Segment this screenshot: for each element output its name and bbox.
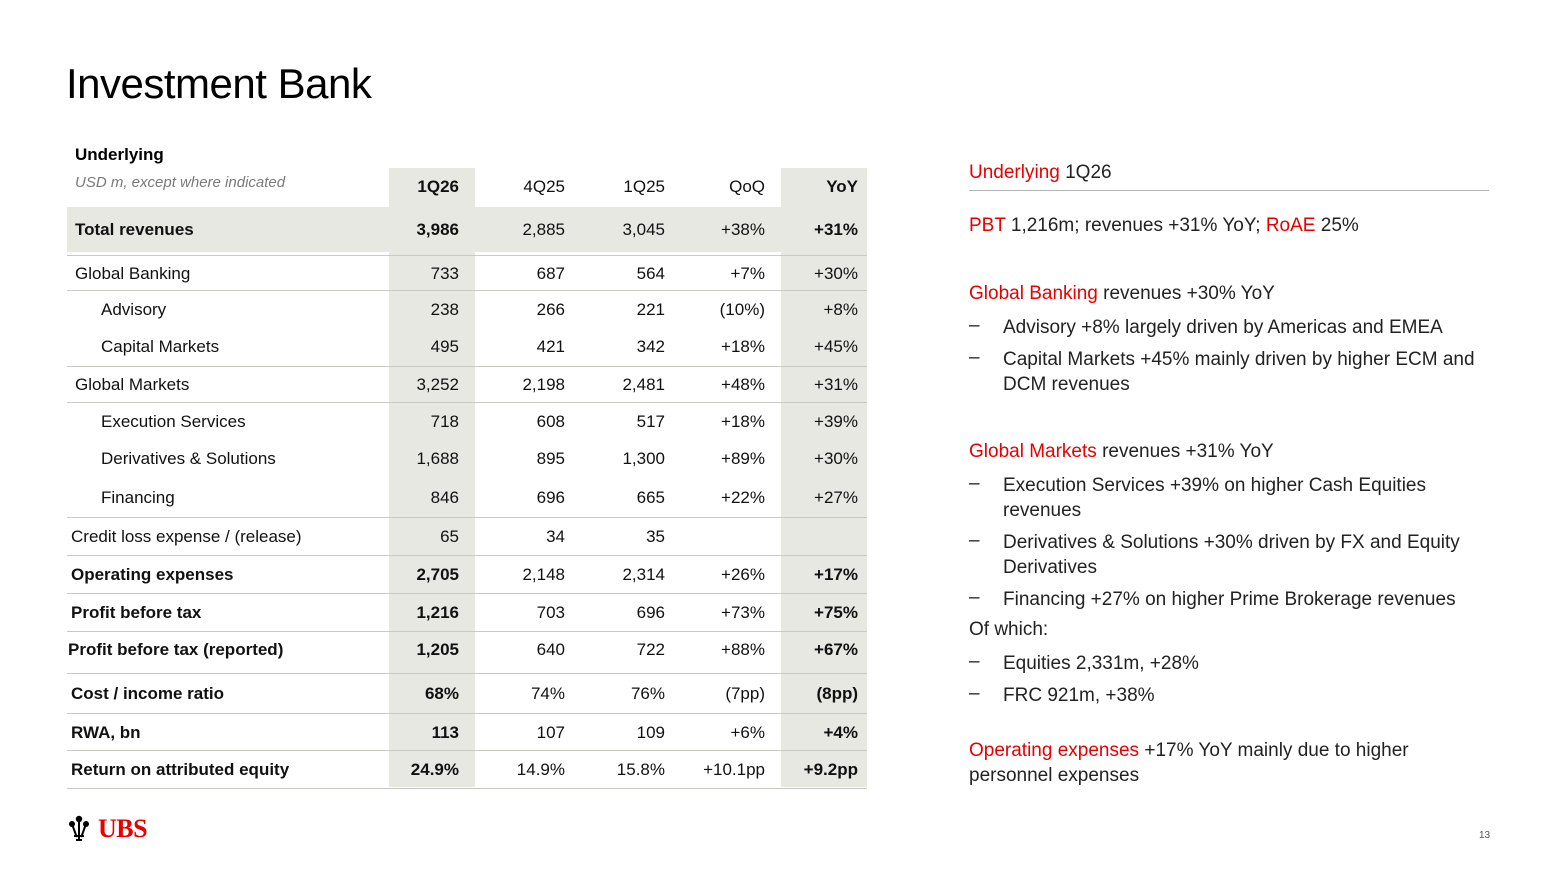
global-markets-label: Global Markets [969, 441, 1097, 462]
table-cell: +10.1pp [703, 759, 765, 779]
pbt-summary [969, 215, 1359, 237]
operating-expenses-label: Operating expenses [969, 740, 1140, 761]
table-cell: +27% [814, 488, 858, 507]
bullet-text: FRC 921m, +38% [1003, 685, 1155, 706]
bullet-text: Capital Markets +45% mainly driven by higher ECM and DCM revenues [1003, 349, 1475, 395]
table-cell: 696 [536, 488, 565, 507]
row-label: Profit before tax (reported) [68, 640, 284, 659]
table-cell: 2,314 [622, 565, 665, 584]
bullet-text: Derivatives & Solutions +30% driven by FX and Equity Derivatives [1003, 532, 1460, 578]
table-cell: +18% [721, 411, 765, 431]
table-cell: 3,045 [622, 219, 665, 239]
column-header: 1Q25 [623, 177, 665, 196]
column-header: 4Q25 [523, 177, 565, 196]
column-header: QoQ [729, 177, 765, 196]
table-cell: 266 [536, 300, 565, 319]
table-row [67, 593, 867, 632]
table-cell: 895 [536, 449, 565, 468]
table-row [67, 439, 867, 479]
dash-bullet: – [969, 587, 980, 608]
table-cell: 15.8% [616, 759, 665, 779]
table-row [67, 290, 867, 329]
dash-bullet: – [969, 347, 980, 368]
global-markets-summary [969, 441, 1274, 463]
table-row [67, 631, 867, 668]
bullet-text: Financing +27% on higher Prime Brokerage revenues [1003, 589, 1456, 610]
table-cell: 733 [430, 263, 459, 283]
row-label: Advisory [101, 300, 167, 319]
table-row [67, 750, 867, 789]
table-cell: 665 [636, 488, 665, 507]
table-cell: +6% [730, 722, 765, 742]
table-cell: 2,148 [522, 565, 565, 584]
table-cell [781, 518, 858, 556]
table-cell: +38% [721, 219, 765, 239]
row-label: Return on attributed equity [71, 759, 290, 779]
table-cell: 718 [430, 411, 459, 431]
row-label: Global Banking [75, 263, 191, 283]
table-cell: (8pp) [816, 684, 858, 703]
table-cell: +4% [823, 722, 858, 742]
bullet-text: Advisory +8% largely driven by Americas and EMEA [1003, 317, 1443, 338]
table-cell: +8% [823, 300, 858, 319]
table-cell: +26% [721, 565, 765, 584]
table-cell: +31% [814, 219, 858, 239]
table-cell: +45% [814, 337, 858, 356]
table-cell: 696 [636, 603, 665, 622]
table-row [67, 673, 867, 714]
table-cell: 3,986 [416, 219, 459, 239]
table-cell: +73% [721, 603, 765, 622]
table-cell: 14.9% [516, 759, 565, 779]
row-label: Profit before tax [71, 603, 202, 622]
table-cell: 2,705 [416, 565, 459, 584]
table-cell: 1,688 [416, 449, 459, 468]
row-label: Credit loss expense / (release) [71, 527, 302, 546]
global-banking-label: Global Banking [969, 283, 1098, 304]
table-cell: (7pp) [725, 684, 765, 703]
row-label: Operating expenses [71, 565, 234, 584]
table-cell: 640 [536, 640, 565, 659]
table-header-units: USD m, except where indicated [75, 174, 286, 191]
table-cell: +30% [814, 263, 858, 283]
dash-bullet: – [969, 530, 980, 551]
table-cell: 1,300 [622, 449, 665, 468]
roae-label: RoAE [1265, 215, 1316, 236]
roae-value: 25% [1320, 215, 1359, 236]
table-cell: 113 [431, 722, 459, 742]
table-cell: +17% [814, 565, 858, 584]
table-cell: 2,198 [522, 375, 565, 394]
table-cell: 74% [530, 684, 565, 703]
table-cell: +75% [814, 603, 858, 622]
pbt-label: PBT [969, 215, 1006, 236]
table-cell: 24.9% [410, 759, 459, 779]
bullet-text: Equities 2,331m, +28% [1003, 653, 1199, 674]
table-cell: 107 [536, 722, 565, 742]
table-cell: +9.2pp [803, 759, 858, 779]
panel-divider [969, 190, 1489, 191]
table-row [67, 402, 867, 440]
dash-bullet: – [969, 473, 980, 494]
row-label: Derivatives & Solutions [101, 449, 276, 468]
table-cell: 35 [646, 527, 665, 546]
table-cell: 687 [536, 263, 565, 283]
table-row [67, 479, 867, 517]
table-header-label: Underlying [75, 145, 164, 164]
of-which-label: Of which: [969, 619, 1049, 640]
table-cell: 703 [536, 603, 565, 622]
table-cell: 2,885 [522, 219, 565, 239]
table-row [67, 255, 867, 291]
table-cell: 238 [430, 300, 459, 319]
pbt-text: 1,216m; revenues +31% YoY; [1010, 215, 1261, 236]
table-cell: 221 [636, 300, 665, 319]
row-label: Financing [101, 488, 175, 507]
table-cell: 722 [636, 640, 665, 659]
dash-bullet: – [969, 683, 980, 704]
table-cell: +31% [814, 375, 858, 394]
table-cell: 1,216 [416, 603, 459, 622]
table-cell: 564 [636, 263, 665, 283]
row-label: Total revenues [75, 219, 194, 239]
table-row [67, 517, 867, 556]
panel-heading-period: 1Q26 [1065, 162, 1112, 183]
table-cell: +22% [721, 488, 765, 507]
global-markets-text: revenues +31% YoY [1102, 441, 1274, 462]
row-label: Capital Markets [101, 337, 220, 356]
table-cell [675, 518, 765, 556]
table-cell: +7% [730, 263, 765, 283]
ubs-logo [64, 813, 147, 845]
table-cell: +48% [721, 375, 765, 394]
table-cell: 3,252 [416, 375, 459, 394]
operating-expenses-summary [969, 738, 1449, 788]
table-row [67, 207, 867, 252]
page-title: Investment Bank [66, 60, 372, 107]
row-label: RWA, bn [71, 722, 141, 742]
bullet-text: Execution Services +39% on higher Cash Equities revenues [1003, 475, 1426, 521]
logo-text: UBS [98, 814, 148, 843]
table-cell: 76% [630, 684, 665, 703]
table-cell: 846 [430, 488, 459, 507]
dash-bullet: – [969, 651, 980, 672]
keys-icon [64, 813, 94, 845]
table-cell: +18% [721, 337, 765, 356]
table-cell: 68% [424, 684, 459, 703]
dash-bullet: – [969, 315, 980, 336]
table-row [67, 713, 867, 751]
table-cell: +30% [814, 449, 858, 468]
table-row [67, 555, 867, 594]
page-number: 13 [1479, 830, 1491, 841]
table-cell: 421 [536, 337, 565, 356]
row-label: Execution Services [101, 411, 246, 431]
table-row [67, 328, 867, 366]
row-label: Global Markets [75, 375, 190, 394]
table-row [67, 366, 867, 403]
table-cell: 34 [546, 527, 565, 546]
column-header: 1Q26 [417, 177, 459, 196]
table-cell: 1,205 [416, 640, 459, 659]
table-cell: (10%) [719, 300, 765, 319]
table-cell: 65 [440, 527, 459, 546]
table-cell: 608 [536, 411, 565, 431]
row-label: Cost / income ratio [71, 684, 225, 703]
table-cell: +89% [721, 449, 765, 468]
table-cell: +67% [814, 640, 858, 659]
column-header: YoY [826, 177, 858, 196]
table-cell: 342 [636, 337, 665, 356]
table-cell: +88% [721, 640, 765, 659]
global-banking-summary [969, 283, 1275, 305]
global-banking-text: revenues +30% YoY [1103, 283, 1275, 304]
column-header-row [67, 168, 867, 206]
table-cell: 495 [430, 337, 459, 356]
table-cell: 109 [636, 722, 665, 742]
panel-heading-accent: Underlying [969, 162, 1060, 183]
table-cell: +39% [814, 411, 858, 431]
table-cell: 2,481 [622, 375, 665, 394]
table-cell: 517 [636, 411, 665, 431]
panel-heading [969, 162, 1112, 184]
operating-expenses-text: +17% YoY mainly due to higher personnel expenses [969, 740, 1409, 786]
